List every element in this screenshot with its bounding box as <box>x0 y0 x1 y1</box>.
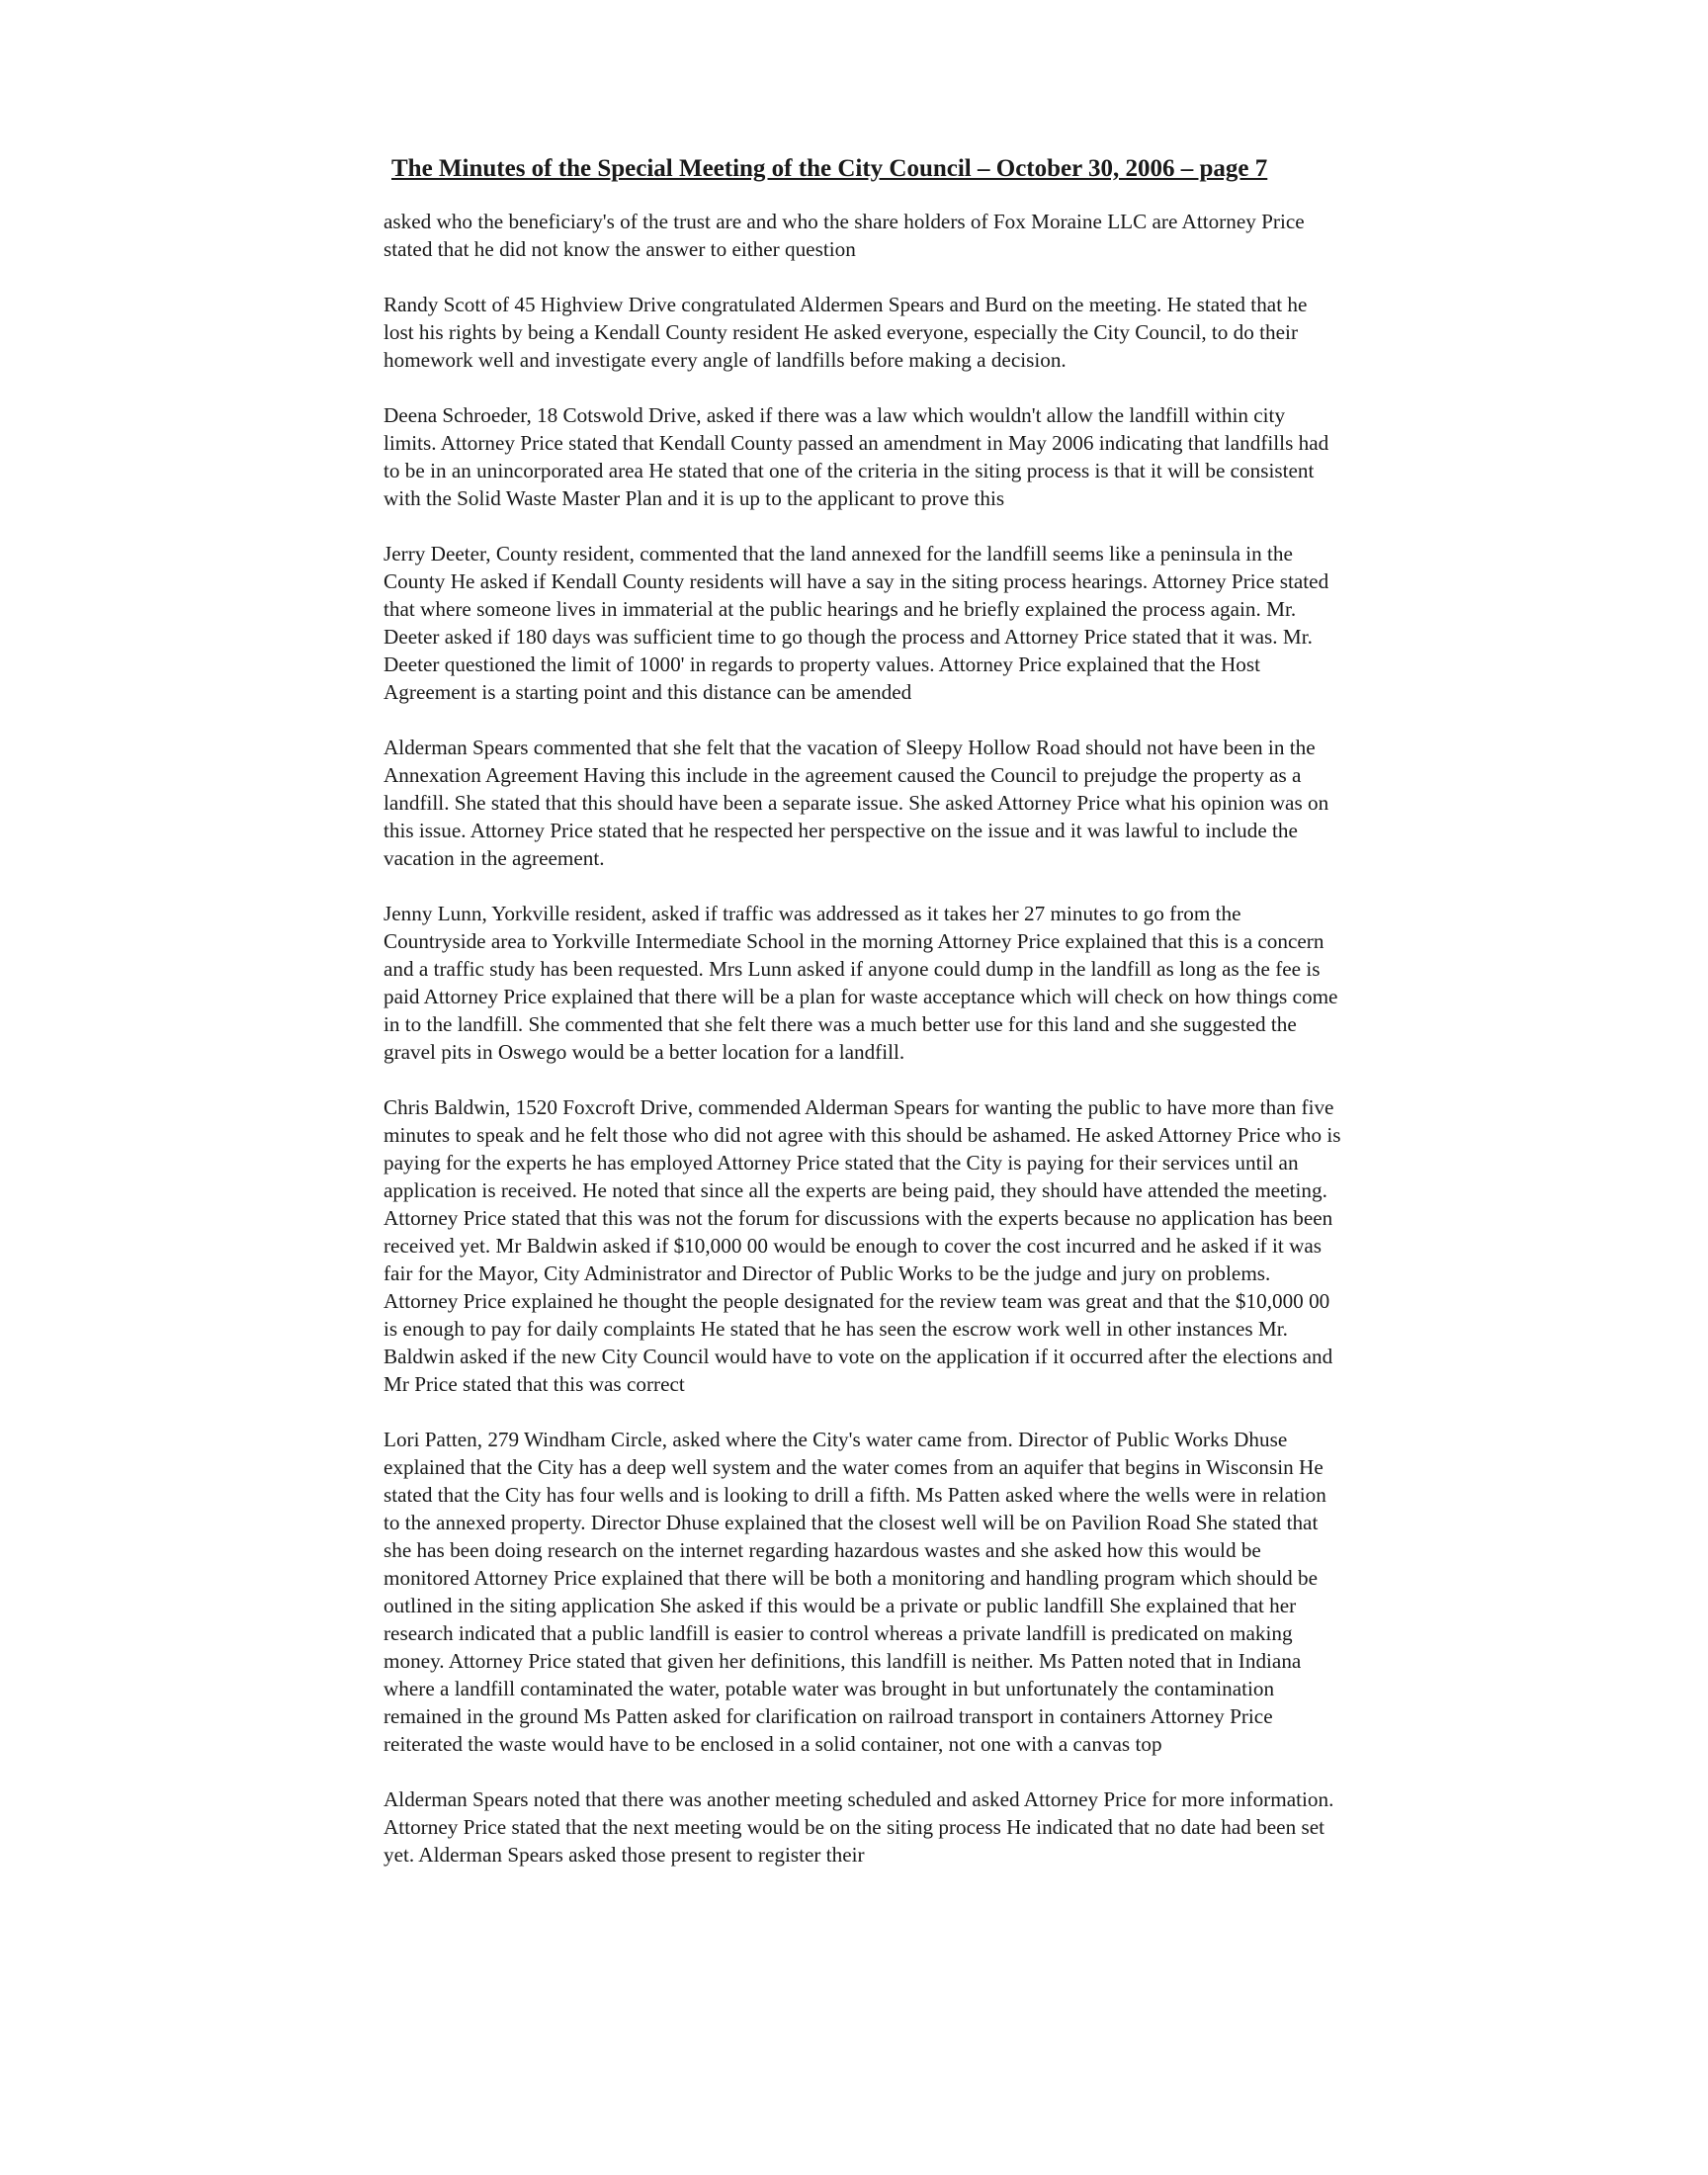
paragraph-randy-scott: Randy Scott of 45 Highview Drive congratulated Aldermen Spears and Burd on the meeting. He stated that he lost his rights by being a Kendall County resident He asked everyone, especially the City Council, to do their homework well and investigate every angle of landfills before making a decision. <box>384 293 1308 372</box>
paragraph-chris-baldwin: Chris Baldwin, 1520 Foxcroft Drive, commended Alderman Spears for wanting the public to have more than five minutes to speak and he felt those who did not agree with this should be ashamed. He asked Attorney Price who is paying for the experts he has employed Attorney Price stated that the City is paying for their services until an application is received. He noted that since all the experts are being paid, they should have attended the meeting. Attorney Price stated that this was not the forum for discussions with the experts because no application has been received yet. Mr Baldwin asked if $10,000 00 would be enough to cover the cost incurred and he asked if it was fair for the Mayor, City Administrator and Director of Public Works to be the judge and jury on problems. Attorney Price explained he thought the people designated for the review team was great and that the $10,000 00 is enough to pay for daily complaints He stated that he has seen the escrow work well in other instances Mr. Baldwin asked if the new City Council would have to vote on the application if it occurred after the elections and Mr Price stated that this was correct <box>384 1095 1341 1396</box>
paragraph-jerry-deeter: Jerry Deeter, County resident, commented that the land annexed for the landfill seems like a peninsula in the County He asked if Kendall County residents will have a say in the siting process hearings. Attorney Price stated that where someone lives in immaterial at the public hearings and he briefly explained the process again. Mr. Deeter asked if 180 days was sufficient time to go though the process and Attorney Price stated that it was. Mr. Deeter questioned the limit of 1000' in regards to property values. Attorney Price explained that the Host Agreement is a starting point and this distance can be amended <box>384 542 1329 704</box>
paragraph-deena-schroeder: Deena Schroeder, 18 Cotswold Drive, asked if there was a law which wouldn't allow the landfill within city limits. Attorney Price stated that Kendall County passed an amendment in May 2006 indicating that landfills had to be in an unincorporated area He stated that one of the criteria in the siting process is that it will be consistent with the Solid Waste Master Plan and it is up to the applicant to prove this <box>384 403 1329 510</box>
paragraph-alderman-spears-meeting: Alderman Spears noted that there was another meeting scheduled and asked Attorney Price for more information. Attorney Price stated that the next meeting would be on the siting process He indicated that no date had been set yet. Alderman Spears asked those present to register their <box>384 1787 1334 1867</box>
minutes-body <box>384 208 1342 1896</box>
page-title: The Minutes of the Special Meeting of the City Council – October 30, 2006 – page 7 <box>391 155 1268 182</box>
paragraph-alderman-spears-vacation: Alderman Spears commented that she felt that the vacation of Sleepy Hollow Road should not have been in the Annexation Agreement Having this include in the agreement caused the Council to prejudge the property as a landfill. She stated that this should have been a separate issue. She asked Attorney Price what his opinion was on this issue. Attorney Price stated that he respected her perspective on the issue and it was lawful to include the vacation in the agreement. <box>384 736 1329 870</box>
paragraph-lori-patten: Lori Patten, 279 Windham Circle, asked where the City's water came from. Director of Public Works Dhuse explained that the City has a deep well system and the water comes from an aquifer that begins in Wisconsin He stated that the City has four wells and is looking to drill a fifth. Ms Patten asked where the wells were in relation to the annexed property. Director Dhuse explained that the closest well will be on Pavilion Road She stated that she has been doing research on the internet regarding hazardous wastes and she asked how this would be monitored Attorney Price explained that there will be both a monitoring and handling program which should be outlined in the siting application She asked if this would be a private or public landfill She explained that her research indicated that a public landfill is easier to control whereas a private landfill is predicated on making money. Attorney Price stated that given her definitions, this landfill is neither. Ms Patten noted that in Indiana where a landfill contaminated the water, potable water was brought in but unfortunately the contamination remained in the ground Ms Patten asked for clarification on railroad transport in containers Attorney Price reiterated the waste would have to be enclosed in a solid container, not one with a canvas top <box>384 1428 1326 1756</box>
paragraph-beneficiary-question: asked who the beneficiary's of the trust are and who the share holders of Fox Moraine LLC are Attorney Price stated that he did not know the answer to either question <box>384 210 1305 261</box>
paragraph-jenny-lunn: Jenny Lunn, Yorkville resident, asked if traffic was addressed as it takes her 27 minutes to go from the Countryside area to Yorkville Intermediate School in the morning Attorney Price explained that this is a concern and a traffic study has been requested. Mrs Lunn asked if anyone could dump in the landfill as long as the fee is paid Attorney Price explained that there will be a plan for waste acceptance which will check on how things come in to the landfill. She commented that she felt there was a much better use for this land and she suggested the gravel pits in Oswego would be a better location for a landfill. <box>384 902 1338 1064</box>
